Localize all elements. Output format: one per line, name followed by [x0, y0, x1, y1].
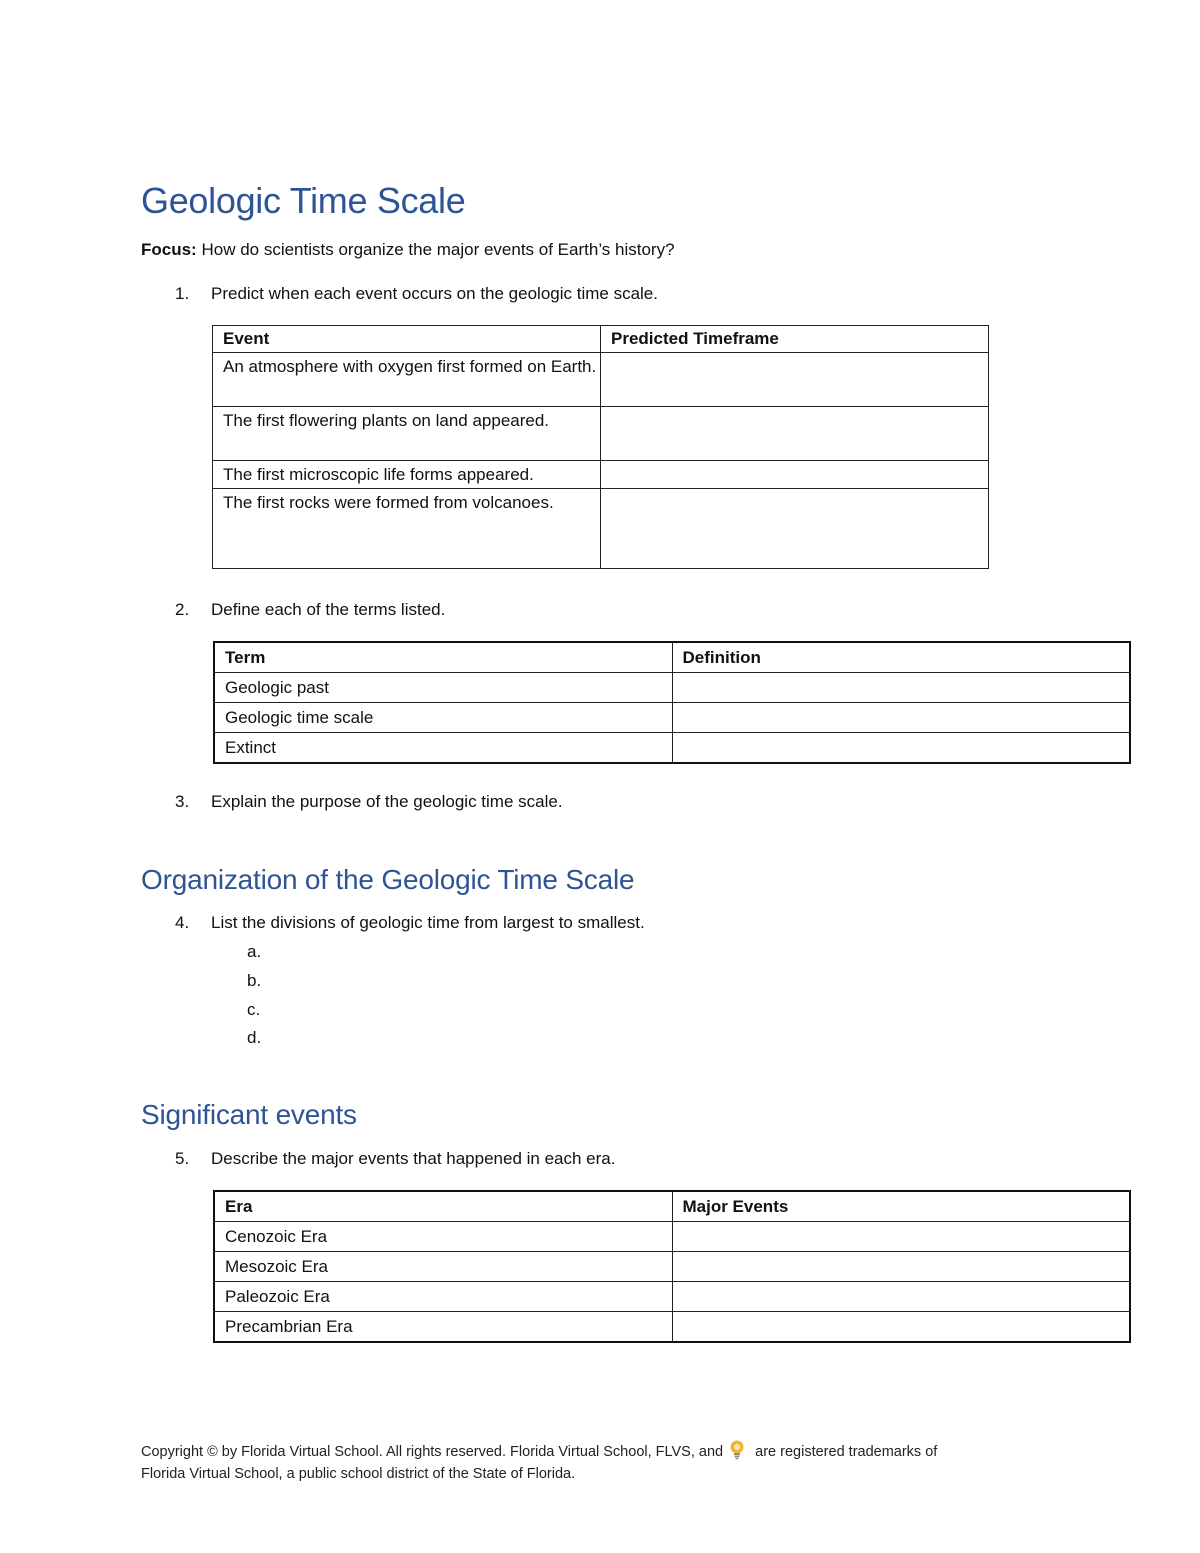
focus-label: Focus: [141, 240, 197, 259]
table-row [213, 353, 989, 407]
question-text: List the divisions of geologic time from largest to smallest. [211, 913, 645, 932]
table-row [214, 703, 1130, 733]
question-number: 5. [175, 1149, 190, 1168]
era-cell: Precambrian Era [214, 1312, 672, 1343]
question-4 [175, 913, 645, 933]
table-row [213, 461, 989, 489]
table-row [214, 1252, 1130, 1282]
event-timeframe-table [212, 325, 989, 569]
list-item: d. [247, 1028, 262, 1047]
table-header-row [214, 1191, 1130, 1222]
definition-answer-cell[interactable] [672, 703, 1130, 733]
flvs-lightbulb-logo-icon [729, 1440, 745, 1460]
events-answer-cell[interactable] [672, 1252, 1130, 1282]
table-row [214, 1312, 1130, 1343]
list-item: b. [247, 971, 262, 990]
events-answer-cell[interactable] [672, 1312, 1130, 1343]
column-header-era: Era [214, 1191, 672, 1222]
definition-answer-cell[interactable] [672, 733, 1130, 764]
table-row [214, 1222, 1130, 1252]
events-answer-cell[interactable] [672, 1222, 1130, 1252]
focus-text: How do scientists organize the major events of Earth’s history? [196, 240, 675, 259]
list-item: c. [247, 1000, 261, 1019]
table-row [213, 489, 989, 569]
column-header-major-events: Major Events [672, 1191, 1130, 1222]
section-heading-significant-events: Significant events [141, 1099, 357, 1130]
timeframe-answer-cell[interactable] [601, 407, 989, 461]
section-heading-organization: Organization of the Geologic Time Scale [141, 864, 635, 895]
era-cell: Paleozoic Era [214, 1282, 672, 1312]
footer-text-part1: Copyright © by Florida Virtual School. All rights reserved. Florida Virtual School, FLVS, and [141, 1444, 724, 1460]
question-text: Define each of the terms listed. [211, 600, 446, 619]
table-row [214, 673, 1130, 703]
focus-line [141, 240, 675, 260]
question-text: Describe the major events that happened in each era. [211, 1149, 616, 1168]
event-cell: An atmosphere with oxygen first formed on Earth. [213, 353, 601, 407]
question-text: Predict when each event occurs on the geologic time scale. [211, 284, 658, 303]
question-text: Explain the purpose of the geologic time scale. [211, 792, 563, 811]
question-number: 4. [175, 913, 190, 932]
footer-text-part2: are registered trademarks of [751, 1444, 938, 1460]
term-definition-table [213, 641, 1131, 764]
page-title: Geologic Time Scale [141, 180, 466, 221]
timeframe-answer-cell[interactable] [601, 489, 989, 569]
event-cell: The first rocks were formed from volcanoes. [213, 489, 601, 569]
events-answer-cell[interactable] [672, 1282, 1130, 1312]
list-item: a. [247, 942, 262, 961]
era-cell: Cenozoic Era [214, 1222, 672, 1252]
term-cell: Geologic time scale [214, 703, 672, 733]
table-header-row [214, 642, 1130, 673]
question-2 [175, 600, 445, 620]
question-1 [175, 284, 658, 304]
column-header-term: Term [214, 642, 672, 673]
question-number: 1. [175, 284, 190, 303]
footer-text-line2: Florida Virtual School, a public school district of the State of Florida. [141, 1466, 576, 1482]
question-5 [175, 1149, 615, 1169]
era-events-table [213, 1190, 1131, 1343]
column-header-definition: Definition [672, 642, 1130, 673]
column-header-predicted-timeframe: Predicted Timeframe [601, 326, 989, 353]
table-row [214, 1282, 1130, 1312]
question-number: 3. [175, 792, 190, 811]
table-row [213, 407, 989, 461]
definition-answer-cell[interactable] [672, 673, 1130, 703]
event-cell: The first flowering plants on land appeared. [213, 407, 601, 461]
timeframe-answer-cell[interactable] [601, 353, 989, 407]
question-number: 2. [175, 600, 190, 619]
question-3 [175, 792, 563, 812]
timeframe-answer-cell[interactable] [601, 461, 989, 489]
copyright-footer [141, 1440, 1101, 1485]
table-row [214, 733, 1130, 764]
term-cell: Geologic past [214, 673, 672, 703]
table-header-row [213, 326, 989, 353]
column-header-event: Event [213, 326, 601, 353]
event-cell: The first microscopic life forms appeared. [213, 461, 601, 489]
era-cell: Mesozoic Era [214, 1252, 672, 1282]
term-cell: Extinct [214, 733, 672, 764]
